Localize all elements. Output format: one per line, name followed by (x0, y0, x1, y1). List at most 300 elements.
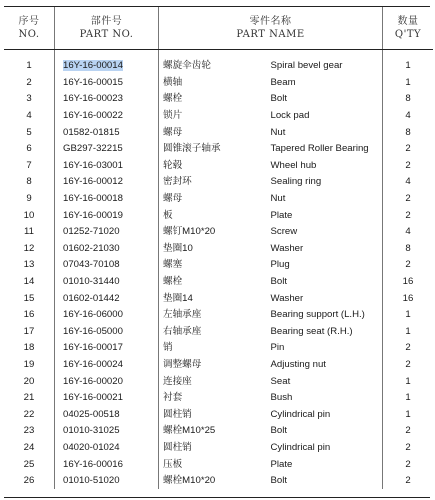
table-row (4, 456, 433, 473)
row-name-en (271, 241, 383, 258)
row-number-text: 4 (26, 110, 32, 122)
row-part-number (55, 108, 159, 125)
row-part-number (55, 274, 159, 291)
row-part-number (55, 75, 159, 92)
table-row (4, 50, 433, 75)
row-name-cn (159, 324, 271, 341)
table-row (4, 390, 433, 407)
row-number-text: 25 (23, 458, 35, 470)
row-quantity (383, 274, 434, 291)
row-part-number (55, 141, 159, 158)
row-number (4, 50, 55, 75)
row-part-number-text: 16Y-16-00022 (63, 110, 123, 122)
row-part-number-text: 01602-01442 (63, 292, 120, 304)
row-number (4, 191, 55, 208)
header-qty-cn: 数量 (397, 16, 419, 27)
row-part-number (55, 473, 159, 490)
row-name-en (271, 124, 383, 141)
header-part-en: PART NO. (79, 29, 134, 40)
row-number-text: 11 (24, 226, 34, 238)
row-name-en-text: Pin (270, 342, 285, 354)
row-name-en (271, 473, 383, 490)
table-row (4, 373, 433, 390)
row-name-en (271, 108, 383, 125)
row-name-cn-text: 垫圈14 (163, 292, 193, 304)
row-name-en (271, 274, 383, 291)
row-name-cn (159, 473, 271, 490)
row-name-cn (159, 357, 271, 374)
row-name-cn (159, 440, 271, 457)
row-part-number (55, 456, 159, 473)
row-number (4, 241, 55, 258)
row-quantity (383, 290, 434, 307)
row-part-number-text: 16Y-16-06000 (63, 309, 123, 321)
row-quantity (383, 307, 434, 324)
header-name-en: PART NAME (236, 29, 305, 40)
row-part-number-text: 01010-51020 (63, 475, 120, 487)
row-name-cn-text: 横轴 (163, 76, 183, 88)
row-part-number-text: 16Y-16-00014 (63, 60, 123, 72)
row-number-text: 26 (23, 475, 35, 487)
table-row (4, 324, 433, 341)
row-number (4, 75, 55, 92)
row-part-number-text: 16Y-16-00012 (63, 176, 123, 188)
row-number (4, 274, 55, 291)
row-name-en-text: Sealing ring (270, 176, 322, 188)
row-number (4, 224, 55, 241)
row-name-en (271, 423, 383, 440)
row-quantity-text: 2 (405, 209, 411, 221)
row-name-en (271, 50, 383, 75)
row-name-cn-text: 螺栓 (163, 93, 183, 105)
row-name-cn-text: 连接座 (163, 375, 192, 387)
row-number-text: 5 (26, 126, 32, 138)
row-quantity (383, 174, 434, 191)
row-name-cn-text: 螺旋伞齿轮 (163, 60, 211, 72)
row-quantity-text: 4 (405, 176, 411, 188)
row-name-cn-text: 垫圈10 (163, 242, 193, 254)
row-quantity-text: 4 (405, 110, 411, 122)
row-name-en-text: Bolt (270, 425, 288, 437)
row-quantity-text: 2 (405, 342, 411, 354)
row-name-en (271, 307, 383, 324)
row-name-en-text: Nut (270, 126, 286, 138)
row-quantity-text: 8 (405, 93, 411, 105)
row-name-cn (159, 456, 271, 473)
row-name-cn (159, 141, 271, 158)
row-name-en (271, 224, 383, 241)
row-quantity-text: 8 (405, 126, 411, 138)
row-number (4, 158, 55, 175)
header-no (4, 7, 55, 50)
row-number (4, 207, 55, 224)
row-quantity-text: 8 (405, 242, 411, 254)
row-name-cn-text: 板 (163, 209, 173, 221)
table-row (4, 340, 433, 357)
row-name-cn (159, 75, 271, 92)
row-part-number (55, 50, 159, 75)
row-quantity-text: 2 (405, 441, 411, 453)
row-number (4, 124, 55, 141)
table-row (4, 91, 433, 108)
row-name-cn (159, 340, 271, 357)
row-name-cn-text: 轮毂 (163, 159, 183, 171)
row-quantity-text: 2 (405, 475, 411, 487)
row-number-text: 19 (23, 358, 35, 370)
row-name-en (271, 340, 383, 357)
row-name-cn-text: 销 (163, 342, 173, 354)
header-part (55, 7, 159, 50)
row-number-text: 14 (23, 276, 35, 288)
row-part-number-text: 16Y-16-05000 (63, 325, 123, 337)
row-part-number-text: 16Y-16-00016 (63, 458, 123, 470)
row-number-text: 24 (23, 441, 35, 453)
row-name-cn-text: 螺栓 (163, 276, 183, 288)
row-name-cn-text: 衬套 (163, 392, 183, 404)
header-no-cn: 序号 (18, 16, 40, 27)
row-part-number (55, 158, 159, 175)
row-number-text: 7 (26, 159, 32, 171)
row-name-en-text: Tapered Roller Bearing (270, 143, 369, 155)
row-name-en-text: Cylindrical pin (270, 408, 331, 420)
row-number (4, 473, 55, 490)
table-row (4, 357, 433, 374)
row-number-text: 1 (26, 60, 32, 72)
row-name-cn-text: 螺钉M10*20 (163, 226, 216, 238)
row-name-en-text: Washer (270, 292, 304, 304)
row-part-number (55, 423, 159, 440)
table-row (4, 423, 433, 440)
row-name-en (271, 440, 383, 457)
row-quantity-text: 1 (405, 392, 411, 404)
row-name-en (271, 207, 383, 224)
header-qty-en: Q'TY (394, 29, 422, 40)
row-part-number-text: 07043-70108 (63, 259, 120, 271)
row-name-cn-text: 锁片 (163, 110, 183, 122)
row-quantity (383, 241, 434, 258)
row-name-cn-text: 右轴承座 (163, 325, 202, 337)
header-name (159, 7, 383, 50)
row-part-number (55, 390, 159, 407)
row-name-cn (159, 174, 271, 191)
table-row (4, 290, 433, 307)
row-quantity (383, 191, 434, 208)
row-name-en-text: Seat (270, 375, 291, 387)
row-name-cn (159, 274, 271, 291)
table-row (4, 108, 433, 125)
row-quantity-text: 2 (405, 193, 411, 205)
row-quantity-text: 1 (405, 408, 411, 420)
row-name-cn-text: 压板 (163, 458, 183, 470)
row-quantity (383, 75, 434, 92)
parts-table (4, 7, 433, 489)
row-quantity (383, 456, 434, 473)
table-row (4, 191, 433, 208)
row-part-number (55, 357, 159, 374)
row-name-en-text: Plug (270, 259, 290, 271)
row-part-number (55, 406, 159, 423)
row-name-en (271, 390, 383, 407)
row-number-text: 6 (26, 143, 32, 155)
row-quantity-text: 1 (405, 375, 411, 387)
row-name-cn (159, 158, 271, 175)
row-quantity-text: 2 (405, 159, 411, 171)
row-name-en (271, 373, 383, 390)
row-part-number-text: 16Y-16-00018 (63, 193, 123, 205)
row-name-cn (159, 108, 271, 125)
row-part-number (55, 91, 159, 108)
row-part-number-text: 01010-31440 (63, 276, 120, 288)
row-quantity (383, 207, 434, 224)
row-quantity-text: 1 (405, 60, 411, 72)
row-number-text: 13 (23, 259, 35, 271)
row-name-en-text: Adjusting nut (270, 358, 326, 370)
row-name-cn (159, 307, 271, 324)
row-name-cn (159, 224, 271, 241)
row-part-number-text: 16Y-16-03001 (63, 159, 123, 171)
row-part-number (55, 191, 159, 208)
row-number (4, 390, 55, 407)
row-quantity-text: 2 (405, 458, 411, 470)
row-number-text: 15 (23, 292, 35, 304)
table-row (4, 141, 433, 158)
row-name-en (271, 158, 383, 175)
header-qty (383, 7, 434, 50)
row-number-text: 2 (26, 76, 32, 88)
row-quantity-text: 2 (405, 358, 411, 370)
row-name-cn (159, 191, 271, 208)
table-row (4, 207, 433, 224)
row-part-number-text: 01010-31025 (63, 425, 120, 437)
row-quantity (383, 124, 434, 141)
row-name-cn (159, 390, 271, 407)
row-number (4, 324, 55, 341)
row-name-en-text: Bearing seat (R.H.) (270, 325, 353, 337)
row-number (4, 373, 55, 390)
row-part-number (55, 373, 159, 390)
row-name-cn-text: 螺栓M10*25 (163, 425, 216, 437)
row-name-cn (159, 207, 271, 224)
row-part-number (55, 340, 159, 357)
row-name-en (271, 75, 383, 92)
row-number-text: 21 (23, 392, 35, 404)
row-number (4, 406, 55, 423)
row-name-en-text: Nut (270, 193, 286, 205)
row-part-number-text: 04020-01024 (63, 441, 120, 453)
row-part-number (55, 241, 159, 258)
row-name-cn (159, 124, 271, 141)
row-name-cn (159, 91, 271, 108)
row-part-number-text: 04025-00518 (63, 408, 120, 420)
row-name-cn-text: 密封环 (163, 176, 192, 188)
table-body (4, 50, 433, 490)
row-number (4, 440, 55, 457)
row-part-number (55, 307, 159, 324)
row-quantity (383, 108, 434, 125)
row-number (4, 174, 55, 191)
row-quantity (383, 224, 434, 241)
row-quantity (383, 406, 434, 423)
row-part-number-text: 01582-01815 (63, 126, 120, 138)
row-number-text: 9 (26, 193, 32, 205)
row-quantity (383, 423, 434, 440)
row-number (4, 307, 55, 324)
row-name-en (271, 141, 383, 158)
row-name-en (271, 324, 383, 341)
row-quantity (383, 324, 434, 341)
row-quantity (383, 357, 434, 374)
row-name-cn-text: 左轴承座 (163, 309, 202, 321)
row-quantity-text: 1 (405, 325, 411, 337)
row-name-en-text: Bush (270, 392, 293, 404)
parts-list-sheet (4, 6, 430, 498)
row-quantity (383, 50, 434, 75)
row-part-number (55, 324, 159, 341)
table-header (4, 7, 433, 50)
row-name-en-text: Cylindrical pin (270, 441, 331, 453)
row-name-cn (159, 406, 271, 423)
row-number-text: 18 (23, 342, 35, 354)
row-part-number-text: GB297-32215 (63, 143, 123, 155)
row-part-number-text: 16Y-16-00019 (63, 209, 123, 221)
row-name-en-text: Plate (270, 458, 293, 470)
row-name-cn-text: 螺栓M10*20 (163, 475, 216, 487)
row-number-text: 16 (23, 309, 35, 321)
row-number-text: 22 (23, 408, 35, 420)
row-quantity-text: 16 (402, 276, 414, 288)
row-name-en (271, 357, 383, 374)
row-number-text: 23 (23, 425, 35, 437)
row-name-en-text: Lock pad (270, 110, 310, 122)
row-part-number-text: 16Y-16-00015 (63, 76, 123, 88)
row-quantity-text: 2 (405, 143, 411, 155)
row-quantity-text: 1 (405, 76, 411, 88)
row-number (4, 290, 55, 307)
row-number-text: 17 (23, 325, 35, 337)
row-name-cn-text: 螺母 (163, 126, 183, 138)
row-name-cn-text: 圆柱销 (163, 441, 192, 453)
row-name-en (271, 290, 383, 307)
row-name-cn (159, 373, 271, 390)
row-number (4, 423, 55, 440)
row-number (4, 340, 55, 357)
table-row (4, 75, 433, 92)
row-name-cn (159, 241, 271, 258)
row-quantity-text: 1 (405, 309, 411, 321)
row-name-en (271, 257, 383, 274)
row-name-en-text: Plate (270, 209, 293, 221)
row-name-en (271, 174, 383, 191)
row-number (4, 108, 55, 125)
row-quantity (383, 373, 434, 390)
row-quantity (383, 473, 434, 490)
row-name-en-text: Bolt (270, 93, 288, 105)
row-part-number (55, 290, 159, 307)
table-row (4, 274, 433, 291)
header-name-cn: 零件名称 (249, 16, 292, 27)
row-quantity (383, 340, 434, 357)
row-part-number-text: 16Y-16-00024 (63, 358, 123, 370)
row-number (4, 91, 55, 108)
row-part-number-text: 16Y-16-00020 (63, 375, 123, 387)
row-name-cn (159, 257, 271, 274)
row-name-en-text: Beam (270, 76, 296, 88)
row-name-en (271, 91, 383, 108)
row-name-en (271, 406, 383, 423)
row-name-en (271, 191, 383, 208)
row-quantity-text: 2 (405, 425, 411, 437)
table-row (4, 124, 433, 141)
row-number-text: 12 (23, 242, 35, 254)
row-number-text: 8 (26, 176, 32, 188)
row-name-en (271, 456, 383, 473)
table-row (4, 241, 433, 258)
row-name-en-text: Washer (270, 242, 304, 254)
row-name-en-text: Wheel hub (270, 159, 317, 171)
row-part-number-text: 16Y-16-00021 (63, 392, 123, 404)
row-part-number (55, 224, 159, 241)
header-no-en: NO. (18, 29, 40, 40)
row-name-cn-text: 圆锥滚子轴承 (163, 143, 221, 155)
row-part-number-text: 16Y-16-00017 (63, 342, 123, 354)
row-part-number-text: 01602-21030 (63, 242, 120, 254)
row-quantity-text: 2 (405, 259, 411, 271)
row-name-en-text: Spiral bevel gear (270, 60, 343, 72)
row-name-cn (159, 50, 271, 75)
row-part-number (55, 440, 159, 457)
table-row (4, 473, 433, 490)
row-part-number (55, 257, 159, 274)
table-row (4, 224, 433, 241)
row-name-en-text: Screw (270, 226, 298, 238)
row-number-text: 3 (26, 93, 32, 105)
row-name-cn-text: 螺母 (163, 193, 183, 205)
row-quantity (383, 440, 434, 457)
row-part-number-text: 01252-71020 (63, 226, 120, 238)
row-name-cn (159, 423, 271, 440)
row-name-en-text: Bolt (270, 276, 288, 288)
row-number (4, 257, 55, 274)
row-quantity (383, 390, 434, 407)
row-name-cn-text: 螺塞 (163, 259, 183, 271)
table-row (4, 158, 433, 175)
row-quantity (383, 91, 434, 108)
row-part-number-text: 16Y-16-00023 (63, 93, 123, 105)
row-number (4, 456, 55, 473)
row-quantity-text: 16 (402, 292, 414, 304)
table-row (4, 406, 433, 423)
row-part-number (55, 207, 159, 224)
table-row (4, 174, 433, 191)
row-quantity (383, 158, 434, 175)
row-quantity (383, 257, 434, 274)
header-part-cn: 部件号 (90, 16, 123, 27)
row-name-en-text: Bearing support (L.H.) (270, 309, 365, 321)
row-name-cn (159, 290, 271, 307)
row-name-en-text: Bolt (270, 475, 288, 487)
row-quantity (383, 141, 434, 158)
row-name-cn-text: 调整螺母 (163, 358, 202, 370)
row-part-number (55, 124, 159, 141)
table-row (4, 257, 433, 274)
row-number-text: 10 (23, 209, 35, 221)
table-row (4, 440, 433, 457)
row-number (4, 357, 55, 374)
row-part-number (55, 174, 159, 191)
row-name-cn-text: 圆柱销 (163, 408, 192, 420)
row-number (4, 141, 55, 158)
row-quantity-text: 4 (405, 226, 411, 238)
